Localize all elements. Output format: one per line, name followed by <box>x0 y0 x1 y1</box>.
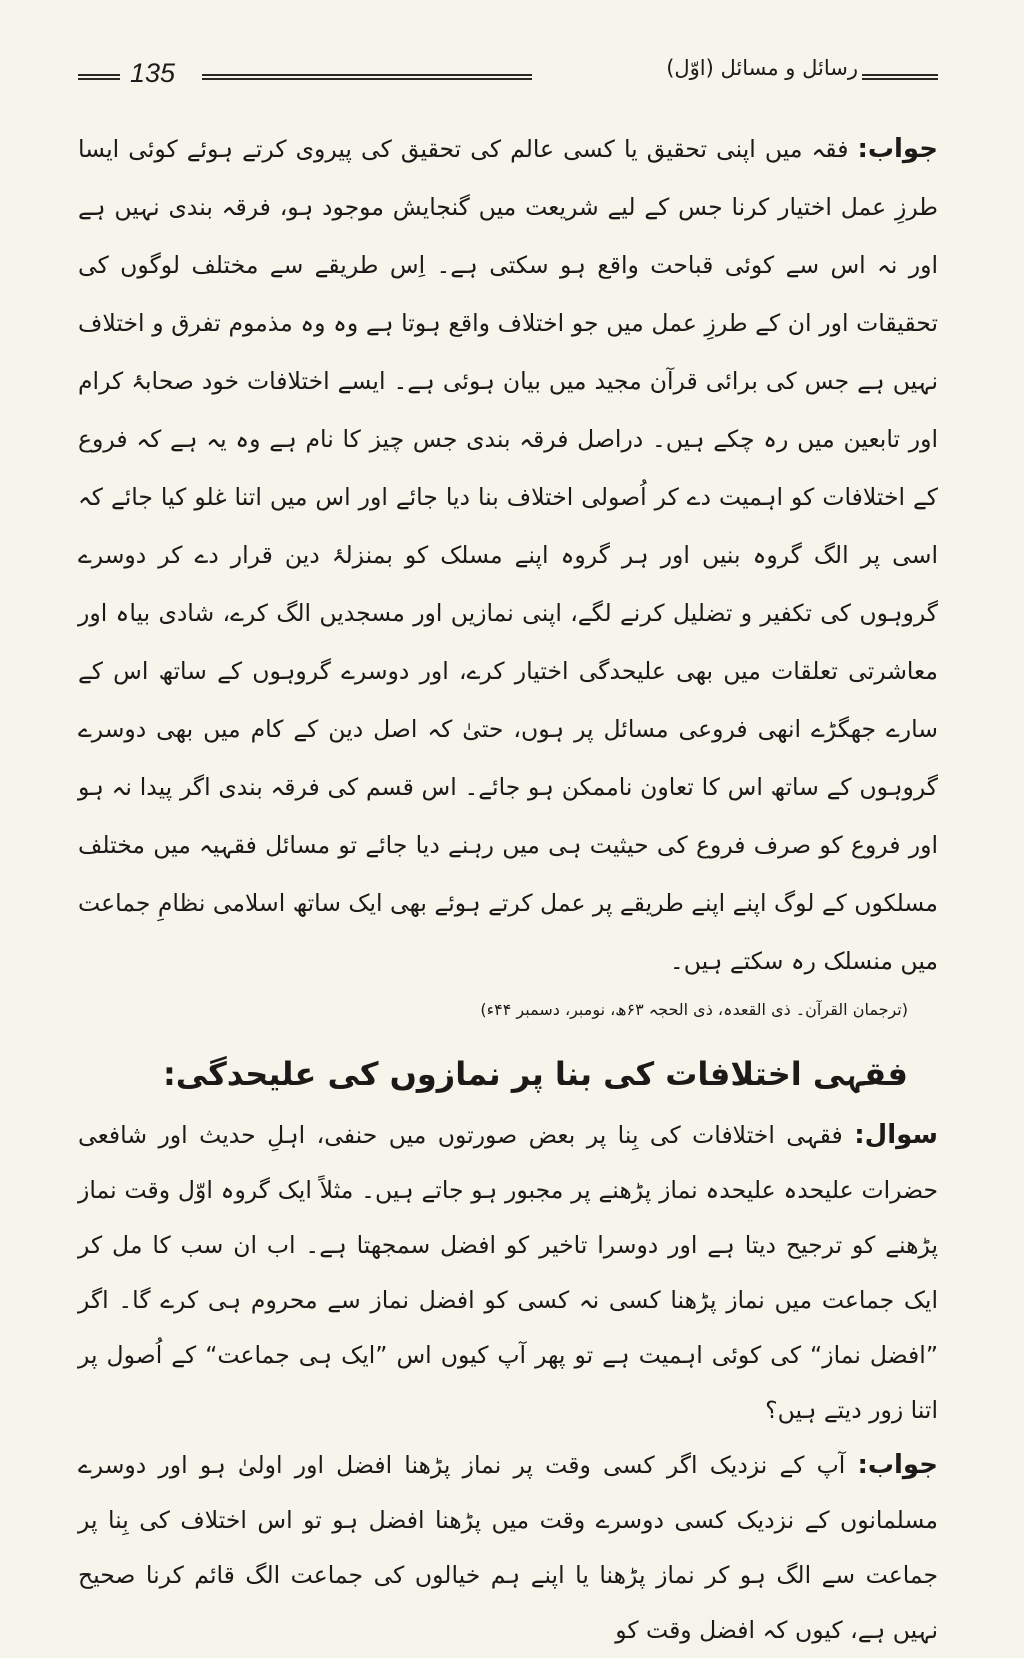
answer-label: جواب: <box>857 1450 938 1480</box>
page-content <box>78 120 938 1658</box>
answer-label: جواب: <box>857 134 938 164</box>
section-heading: فقہی اختلافات کی بنا پر نمازوں کی علیحدگی: <box>162 1055 908 1093</box>
question-text: فقہی اختلافات کی بِنا پر بعض صورتوں میں حنفی، اہلِ حدیث اور شافعی حضرات علیحدہ علیحدہ نماز پڑھنے پر مجبور ہو جاتے ہیں۔ مثلاً ایک گروہ اوّل وقت نماز پڑھنے کو ترجیح دیتا ہے اور دوسرا تاخیر کو افضل سمجھتا ہے۔ اب ان سب کا مل کر ایک جماعت میں نماز پڑھنا کسی نہ کسی کو افضل نماز سے محروم ہی کرے گا۔ اگر ”افضل نماز“ کی کوئی اہمیت ہے تو پھر آپ کیوں اس ”ایک ہی جماعت“ کے اُصول پر اتنا زور دیتے ہیں؟ <box>78 1121 938 1424</box>
answer-paragraph-1 <box>78 120 938 990</box>
answer-text: آپ کے نزدیک اگر کسی وقت پر نماز پڑھنا افضل اور اولیٰ ہو اور دوسرے مسلمانوں کے نزدیک کسی دوسرے وقت میں پڑھنا افضل ہو تو اس اختلاف کی بِنا پر جماعت سے الگ ہو کر نماز پڑھنا یا اپنے ہم خیالوں کی جماعت الگ قائم کرنا صحیح نہیں ہے، کیوں کہ افضل وقت کو <box>78 1451 938 1644</box>
page-header <box>78 56 938 96</box>
header-rule-left <box>78 74 120 80</box>
header-rule-right <box>862 74 938 80</box>
header-rule-middle <box>202 74 532 80</box>
page-number: 135 <box>130 58 176 88</box>
citation: (ترجمان القرآن۔ ذی القعدہ، ذی الحجہ ۶۳ھ، نومبر، دسمبر ۴۴ء) <box>480 1000 908 1019</box>
book-title: رسائل و مسائل (اوّل) <box>666 56 858 80</box>
question-label: سوال: <box>854 1120 938 1150</box>
answer-text: فقہ میں اپنی تحقیق یا کسی عالم کی تحقیق کی پیروی کرتے ہوئے کوئی ایسا طرزِ عمل اختیار کرنا جس کے لیے شریعت میں گنجایش موجود ہو، فرقہ بندی نہیں ہے اور نہ اس سے کوئی قباحت واقع ہو سکتی ہے۔ اِس طریقے سے مختلف لوگوں کی تحقیقات اور ان کے طرزِ عمل میں جو اختلاف واقع ہوتا ہے وہ وہ مذموم تفرق و اختلاف نہیں ہے جس کی برائی قرآن مجید میں بیان ہوئی ہے۔ ایسے اختلافات خود صحابۂ کرام اور تابعین میں رہ چکے ہیں۔ دراصل فرقہ بندی جس چیز کا نام ہے وہ یہ ہے کہ فروع کے اختلافات کو اہمیت دے کر اُصولی اختلاف بنا دیا جائے اور اس میں اتنا غلو کیا جائے کہ اسی پر الگ گروہ بنیں اور ہر گروہ اپنے مسلک کو بمنزلۂ دین قرار دے کر دوسرے گروہوں کی تکفیر و تضلیل کرنے لگے، اپنی نمازیں اور مسجدیں الگ کرے، شادی بیاہ اور معاشرتی تعلقات میں بھی علیحدگی اختیار کرے، اور دوسرے گروہوں کے ساتھ اس کے سارے جھگڑے انھی فروعی مسائل پر ہوں، حتیٰ کہ اصل دین کے کام میں بھی دوسرے گروہوں کے ساتھ اس کا تعاون ناممکن ہو جائے۔ اس قسم کی فرقہ بندی اگر پیدا نہ ہو اور فروع کو صرف فروع کی حیثیت ہی میں رہنے دیا جائے تو مسائل فقہیہ میں مختلف مسلکوں کے لوگ اپنے اپنے طریقے پر عمل کرتے ہوئے بھی ایک ساتھ اسلامی نظامِ جماعت میں منسلک رہ سکتے ہیں۔ <box>78 135 938 975</box>
question-paragraph <box>78 1108 938 1438</box>
answer-paragraph-2 <box>78 1438 938 1658</box>
